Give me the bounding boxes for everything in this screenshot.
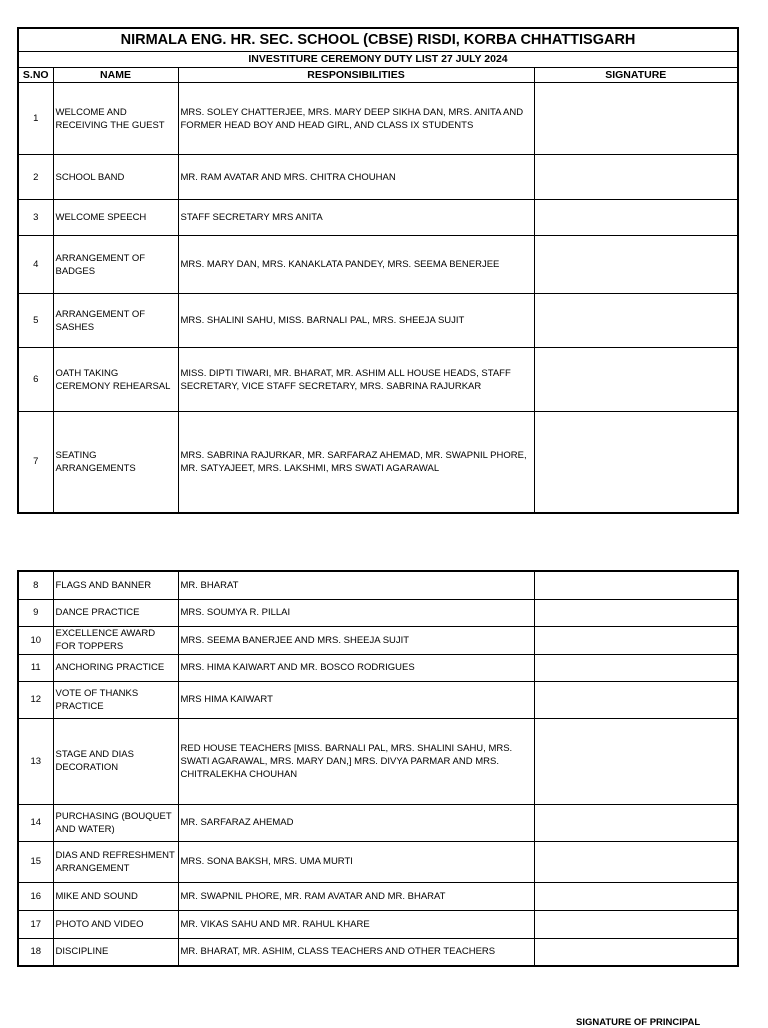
- row-duty-name: PURCHASING (BOUQUET AND WATER): [53, 804, 178, 841]
- duty-table-page-2: [17, 570, 739, 967]
- duty-row: [18, 681, 738, 718]
- row-responsibilities: MRS. SEEMA BANERJEE AND MRS. SHEEJA SUJIT: [178, 626, 534, 654]
- row-duty-name: DIAS AND REFRESHMENT ARRANGEMENT: [53, 841, 178, 882]
- row-sno: 11: [18, 654, 53, 681]
- row-signature: [534, 718, 738, 804]
- row-responsibilities: MR. RAM AVATAR AND MRS. CHITRA CHOUHAN: [178, 155, 534, 200]
- row-duty-name: ARRANGEMENT OF BADGES: [53, 236, 178, 294]
- duty-row: [18, 654, 738, 681]
- duty-row: [18, 882, 738, 910]
- row-signature: [534, 910, 738, 938]
- principal-signature-label: SIGNATURE OF PRINCIPAL: [576, 1017, 701, 1028]
- row-responsibilities: MRS. SOUMYA R. PILLAI: [178, 599, 534, 626]
- row-responsibilities: MR. BHARAT: [178, 571, 534, 599]
- row-responsibilities: MRS. SONA BAKSH, MRS. UMA MURTI: [178, 841, 534, 882]
- col-header-responsibilities: RESPONSIBILITIES: [178, 68, 534, 83]
- row-sno: 14: [18, 804, 53, 841]
- row-duty-name: DISCIPLINE: [53, 938, 178, 966]
- row-signature: [534, 294, 738, 348]
- list-title: INVESTITURE CEREMONY DUTY LIST 27 JULY 2024: [18, 52, 738, 68]
- row-signature: [534, 804, 738, 841]
- row-signature: [534, 654, 738, 681]
- row-duty-name: VOTE OF THANKS PRACTICE: [53, 681, 178, 718]
- row-signature: [534, 83, 738, 155]
- row-responsibilities: MR. SARFARAZ AHEMAD: [178, 804, 534, 841]
- row-responsibilities: MR. BHARAT, MR. ASHIM, CLASS TEACHERS AND OTHER TEACHERS: [178, 938, 534, 966]
- row-sno: 10: [18, 626, 53, 654]
- row-signature: [534, 155, 738, 200]
- row-sno: 7: [18, 412, 53, 513]
- duty-row: [18, 83, 738, 155]
- row-duty-name: ANCHORING PRACTICE: [53, 654, 178, 681]
- row-sno: 1: [18, 83, 53, 155]
- duty-row: [18, 571, 738, 599]
- row-sno: 8: [18, 571, 53, 599]
- column-header-row: [18, 68, 738, 83]
- row-responsibilities: MRS. HIMA KAIWART AND MR. BOSCO RODRIGUES: [178, 654, 534, 681]
- row-duty-name: WELCOME SPEECH: [53, 200, 178, 236]
- row-responsibilities: STAFF SECRETARY MRS ANITA: [178, 200, 534, 236]
- row-duty-name: FLAGS AND BANNER: [53, 571, 178, 599]
- row-signature: [534, 599, 738, 626]
- row-duty-name: PHOTO AND VIDEO: [53, 910, 178, 938]
- col-header-sno: S.NO: [18, 68, 53, 83]
- duty-row: [18, 718, 738, 804]
- row-signature: [534, 626, 738, 654]
- row-responsibilities: MRS HIMA KAIWART: [178, 681, 534, 718]
- row-sno: 2: [18, 155, 53, 200]
- row-responsibilities: MR. VIKAS SAHU AND MR. RAHUL KHARE: [178, 910, 534, 938]
- row-sno: 5: [18, 294, 53, 348]
- duty-row: [18, 938, 738, 966]
- row-signature: [534, 571, 738, 599]
- duty-row: [18, 348, 738, 412]
- row-responsibilities: MRS. MARY DAN, MRS. KANAKLATA PANDEY, MRS. SEEMA BENERJEE: [178, 236, 534, 294]
- duty-table-page-1: [17, 27, 739, 514]
- row-duty-name: SCHOOL BAND: [53, 155, 178, 200]
- row-duty-name: ARRANGEMENT OF SASHES: [53, 294, 178, 348]
- row-duty-name: MIKE AND SOUND: [53, 882, 178, 910]
- row-duty-name: SEATING ARRANGEMENTS: [53, 412, 178, 513]
- row-sno: 18: [18, 938, 53, 966]
- row-sno: 13: [18, 718, 53, 804]
- duty-row: [18, 200, 738, 236]
- duty-row: [18, 412, 738, 513]
- duty-row: [18, 910, 738, 938]
- school-title: NIRMALA ENG. HR. SEC. SCHOOL (CBSE) RISDI, KORBA CHHATTISGARH: [18, 28, 738, 52]
- row-sno: 4: [18, 236, 53, 294]
- duty-row: [18, 294, 738, 348]
- row-duty-name: WELCOME AND RECEIVING THE GUEST: [53, 83, 178, 155]
- col-header-signature: SIGNATURE: [534, 68, 738, 83]
- row-signature: [534, 938, 738, 966]
- col-header-name: NAME: [53, 68, 178, 83]
- duty-row: [18, 841, 738, 882]
- duty-row: [18, 155, 738, 200]
- duty-row: [18, 236, 738, 294]
- row-responsibilities: MRS. SOLEY CHATTERJEE, MRS. MARY DEEP SIKHA DAN, MRS. ANITA AND FORMER HEAD BOY AND HEAD GIRL, AND CLASS IX STUDENTS: [178, 83, 534, 155]
- row-duty-name: STAGE AND DIAS DECORATION: [53, 718, 178, 804]
- row-responsibilities: MISS. DIPTI TIWARI, MR. BHARAT, MR. ASHIM ALL HOUSE HEADS, STAFF SECRETARY, VICE STAFF SECRETARY, MRS. SABRINA RAJURKAR: [178, 348, 534, 412]
- row-responsibilities: MR. SWAPNIL PHORE, MR. RAM AVATAR AND MR. BHARAT: [178, 882, 534, 910]
- row-sno: 15: [18, 841, 53, 882]
- row-signature: [534, 841, 738, 882]
- row-sno: 12: [18, 681, 53, 718]
- row-duty-name: EXCELLENCE AWARD FOR TOPPERS: [53, 626, 178, 654]
- row-responsibilities: MRS. SHALINI SAHU, MISS. BARNALI PAL, MRS. SHEEJA SUJIT: [178, 294, 534, 348]
- row-signature: [534, 681, 738, 718]
- row-sno: 16: [18, 882, 53, 910]
- row-sno: 9: [18, 599, 53, 626]
- row-signature: [534, 348, 738, 412]
- row-responsibilities: RED HOUSE TEACHERS [MISS. BARNALI PAL, MRS. SHALINI SAHU, MRS. SWATI AGARAWAL, MRS. MARY DAN,] MRS. DIVYA PARMAR AND MRS. CHITRALEKHA CHOUHAN: [178, 718, 534, 804]
- row-duty-name: DANCE PRACTICE: [53, 599, 178, 626]
- row-signature: [534, 200, 738, 236]
- row-duty-name: OATH TAKING CEREMONY REHEARSAL: [53, 348, 178, 412]
- duty-row: [18, 599, 738, 626]
- row-sno: 6: [18, 348, 53, 412]
- row-sno: 17: [18, 910, 53, 938]
- row-signature: [534, 882, 738, 910]
- duty-row: [18, 804, 738, 841]
- row-signature: [534, 412, 738, 513]
- duty-row: [18, 626, 738, 654]
- row-sno: 3: [18, 200, 53, 236]
- row-responsibilities: MRS. SABRINA RAJURKAR, MR. SARFARAZ AHEMAD, MR. SWAPNIL PHORE, MR. SATYAJEET, MRS. LAKSHMI, MRS SWATI AGARAWAL: [178, 412, 534, 513]
- row-signature: [534, 236, 738, 294]
